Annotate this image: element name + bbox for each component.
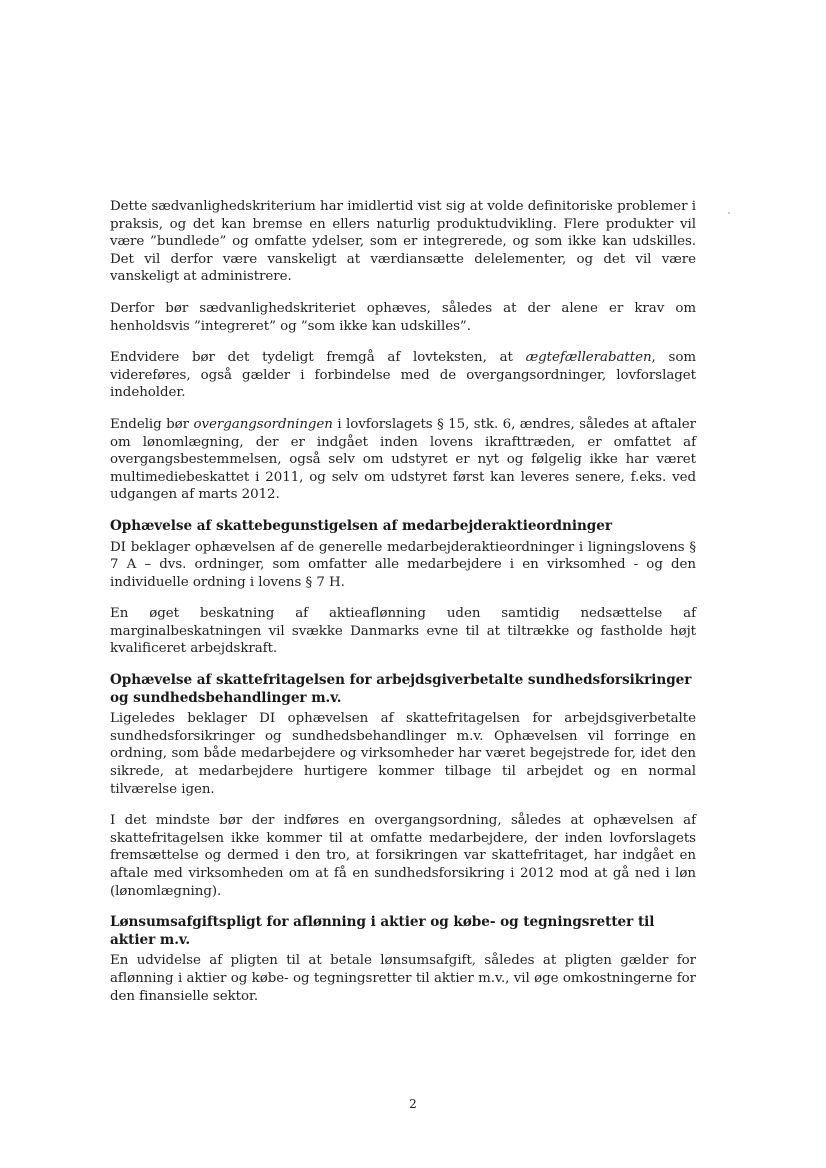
paragraph-3-text-start: Endvidere bør det tydeligt fremgå af lovteksten, at: [110, 350, 526, 366]
document-body: [110, 198, 696, 1019]
paragraph-7: Ligeledes beklager DI ophævelsen af skattefritagelsen for arbejdsgiverbetalte sundhedsforsikringer og sundhedsbehandlinger m.v. Ophævelsen vil forringe en ordning, som både medarbejdere og virksomheder har været begejstrede for, idet den sikrede, at medarbejdere hurtigere kommer tilbage til arbejdet og en normal tilværelse igen.: [110, 711, 696, 797]
section-heading-3: Lønsumsafgiftspligt for aflønning i aktier og købe- og tegningsretter til aktier m.v.: [110, 914, 655, 948]
paragraph-3-text-end: , som videreføres, også gælder i forbindelse med de overgangsordninger, lovforslaget indeholder.: [110, 350, 696, 401]
paragraph-9: En udvidelse af pligten til at betale lønsumsafgift, således at pligten gælder for aflønning i aktier og købe- og tegningsretter til aktier m.v., vil øge omkostningerne for den finansielle sektor.: [110, 953, 696, 1004]
paragraph-3-emphasis: ægtefællerabatten: [525, 350, 652, 366]
paragraph-2: Derfor bør sædvanlighedskriteriet ophæves, således at der alene er krav om henholdsvis ”integreret” og ”som ikke kan udskilles”.: [110, 300, 696, 334]
paragraph-8: I det mindste bør der indføres en overgangsordning, således at ophævelsen af skattefritagelsen ikke kommer til at omfatte medarbejdere, der inden lovforslagets fremsættelse og dermed i den tro, at forsikringen var skattefritaget, har indgået en aftale med virksomheden om at få en sundhedsforsikring i 2012 mod at gå ned i løn (lønomlægning).: [110, 813, 696, 899]
paragraph-1: Dette sædvanlighedskriterium har imidlertid vist sig at volde definitoriske problemer i praksis, og det kan bremse en ellers naturlig produktudvikling. Flere produkter vil være ”bundlede” og omfatte ydelser, som er integrerede, og som ikke kan udskilles. Det vil derfor være vanskeligt at værdiansætte delelementer, og det vil være vanskeligt at administrere.: [110, 199, 696, 285]
page-number: 2: [409, 1097, 417, 1111]
paragraph-4-text-end: i lovforslagets § 15, stk. 6, ændres, således at aftaler om lønomlægning, der er indgået inden lovens ikrafttræden, er omfattet af overgangsbestemmelsen, også selv om udstyret er nyt og følgelig ikke har været multimediebeskattet i 2011, og selv om udstyret først kan leveres senere, f.eks. ved udgangen af marts 2012.: [110, 416, 696, 503]
paragraph-3: [110, 349, 696, 402]
paragraph-6: En øget beskatning af aktieaflønning uden samtidig nedsættelse af marginalbeskatningen vil svække Danmarks evne til at tiltrække og fastholde højt kvalificeret arbejdskraft.: [110, 606, 696, 657]
scan-speck: [728, 212, 730, 214]
paragraph-4: [110, 416, 696, 504]
section-heading-2: Ophævelse af skattefritagelsen for arbejdsgiverbetalte sundhedsforsikringer og sundhedsbehandlinger m.v.: [110, 672, 692, 706]
paragraph-4-emphasis: overgangsordningen: [193, 416, 333, 432]
paragraph-5: DI beklager ophævelsen af de generelle medarbejderaktieordninger i ligningslovens § 7 A – dvs. ordninger, som omfatter alle medarbejdere i en virksomhed - og den individuelle ordning i lovens § 7 H.: [110, 539, 696, 590]
paragraph-4-text-start: Endelig bør: [110, 416, 194, 432]
section-heading-1: Ophævelse af skattebegunstigelsen af medarbejderaktieordninger: [110, 517, 612, 534]
